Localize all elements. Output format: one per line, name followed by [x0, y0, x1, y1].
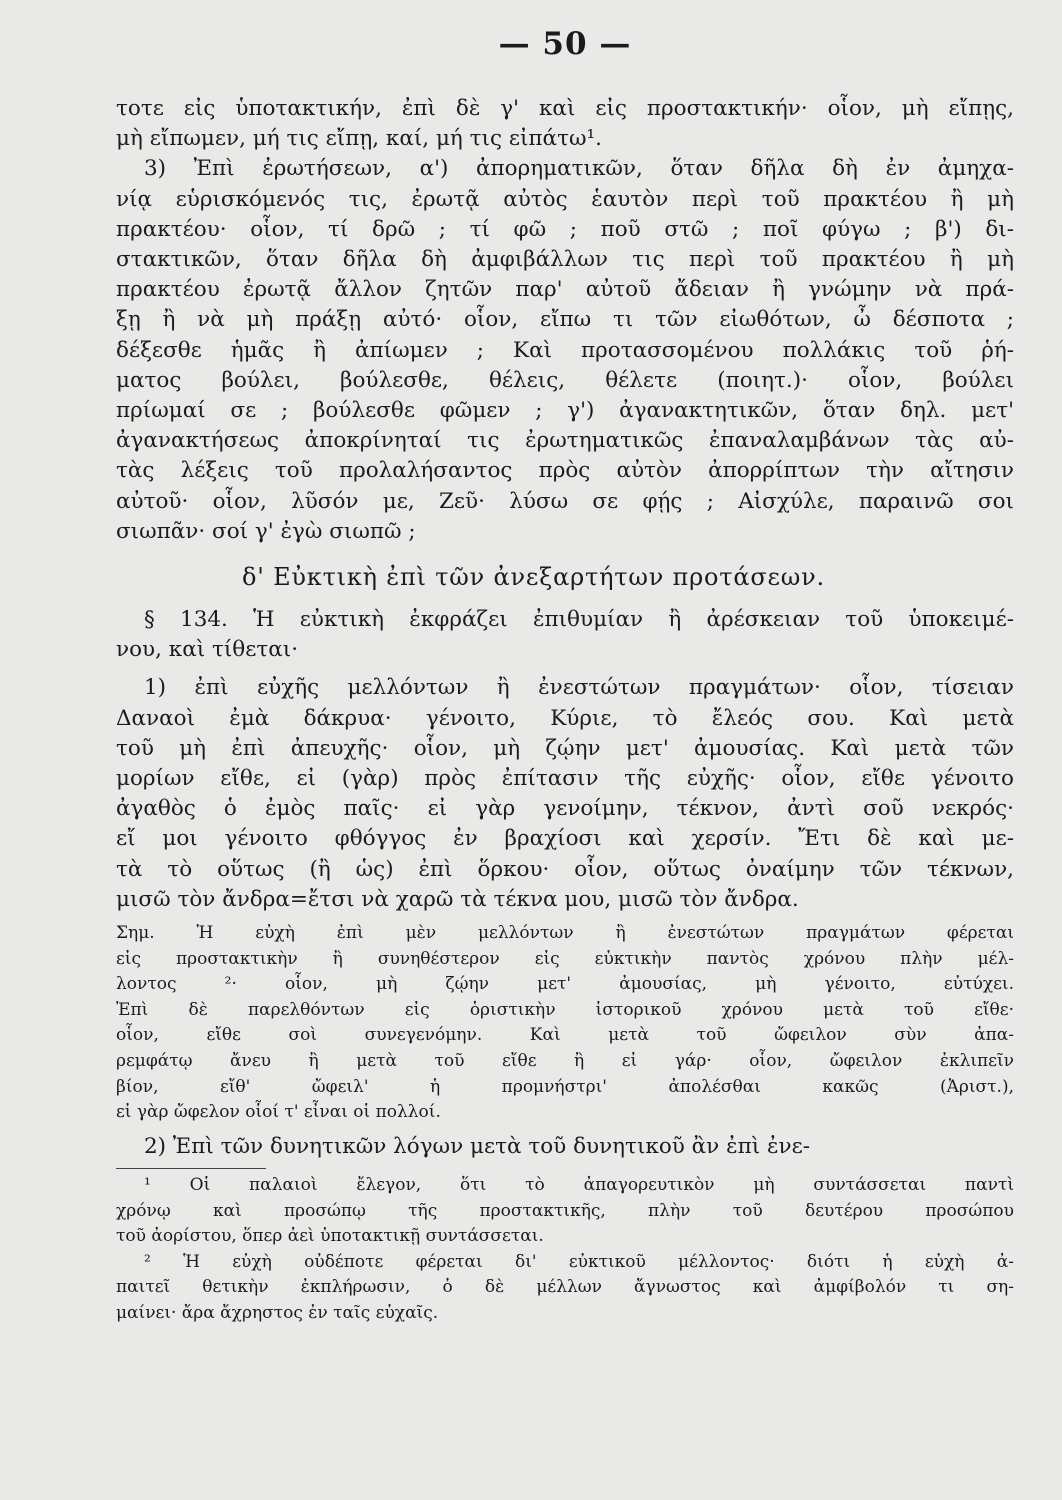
- footnotes: [116, 1173, 1014, 1327]
- paragraph-subjunctive-continued: [116, 94, 1014, 154]
- text-line: αὐτοῦ· οἷον, λῦσόν με, Ζεῦ· λύσω σε φῄς ; Αἰσχύλε, παραινῶ σοι: [116, 488, 1014, 514]
- paragraph-134: [116, 605, 1014, 665]
- text-line: τὰς λέξεις τοῦ προλαλήσαντος πρὸς αὐτὸν ἀπορρίπτων τὴν αἴτησιν: [116, 458, 1014, 484]
- footnote-line: ² Ἡ εὐχὴ οὐδέποτε φέρεται δι' εὐκτικοῦ μέλλοντος· διότι ἡ εὐχὴ ἀ-: [144, 1251, 1014, 1272]
- text-line: τὰ τὸ οὕτως (ἢ ὡς) ἐπὶ ὅρκου· οἷον, οὕτως ὀναίμην τῶν τέκνων,: [116, 856, 1014, 882]
- footnote-line: ¹ Οἱ παλαιοὶ ἔλεγον, ὅτι τὸ ἀπαγορευτικὸν μὴ συντάσσεται παντὶ: [144, 1175, 1014, 1196]
- text-line: 1) ἐπὶ εὐχῆς μελλόντων ἢ ἐνεστώτων πραγμάτων· οἷον, τίσειαν: [144, 675, 1014, 701]
- text-line: 3) Ἐπὶ ἐρωτήσεων, α') ἀπορηματικῶν, ὅταν δῆλα δὴ ἐν ἀμηχα-: [144, 156, 1014, 182]
- text-line: ρεμφάτῳ ἄνευ ἢ μετὰ τοῦ εἴθε ἢ εἰ γάρ· οἷον, ὤφειλον ἐκλιπεῖν: [116, 1051, 1014, 1072]
- text-line: εἰ γὰρ ὤφελον οἷοί τ' εἶναι οἱ πολλοί.: [116, 1102, 441, 1123]
- text-line: πρακτέου· οἷον, τί δρῶ ; τί φῶ ; ποῦ στῶ ; ποῖ φύγω ; β') δι-: [116, 216, 1014, 242]
- text-line: εἴ μοι γένοιτο φθόγγος ἐν βραχίοσι καὶ χερσίν. Ἔτι δὲ καὶ με-: [116, 826, 1014, 852]
- text-line: σιωπᾶν· σοί γ' ἐγὼ σιωπῶ ;: [116, 518, 416, 544]
- text-line: στακτικῶν, ὅταν δῆλα δὴ ἀμφιβάλλων τις περὶ τοῦ πρακτέου ἢ μὴ: [116, 247, 1014, 273]
- footnote-line: τοῦ ἀορίστου, ὅπερ ἀεὶ ὑποτακτικῇ συντάσσεται.: [116, 1226, 544, 1247]
- text-line: Δαναοὶ ἐμὰ δάκρυα· γένοιτο, Κύριε, τὸ ἔλεός σου. Καὶ μετὰ: [116, 705, 1014, 731]
- text-line: μὴ εἴπωμεν, μή τις εἴπῃ, καί, μή τις εἰπάτω¹.: [116, 126, 602, 152]
- text-line: Ἐπὶ δὲ παρελθόντων εἰς ὁριστικὴν ἱστορικοῦ χρόνου μετὰ τοῦ εἴθε·: [116, 999, 1014, 1020]
- text-line: νίᾳ εὑρισκόμενός τις, ἐρωτᾷ αὐτὸς ἑαυτὸν περὶ τοῦ πρακτέου ἢ μὴ: [116, 186, 1014, 212]
- text-line: ἀγανακτήσεως ἀποκρίνηταί τις ἐρωτηματικῶς ἐπαναλαμβάνων τὰς αὐ-: [116, 428, 1014, 454]
- text-line: ἀγαθὸς ὁ ἐμὸς παῖς· εἰ γὰρ γενοίμην, τέκνον, ἀντὶ σοῦ νεκρός·: [116, 796, 1014, 822]
- text-line: λοντος ²· οἷον, μὴ ζῴην μετ' ἀμουσίας, μὴ γένοιτο, εὐτύχει.: [116, 974, 1014, 995]
- text-line: βίον, εἴθ' ὤφειλ' ἡ προμνήστρι' ἀπολέσθαι κακῶς (Ἀριστ.),: [116, 1076, 1014, 1097]
- text-line: ξῃ ἢ νὰ μὴ πράξῃ αὐτό· οἷον, εἴπω τι τῶν εἰωθότων, ὦ δέσποτα ;: [116, 307, 1014, 333]
- text-line: ματος βούλει, βούλεσθε, θέλεις, θέλετε (ποιητ.)· οἷον, βούλει: [116, 367, 1014, 393]
- text-line: § 134. Ἡ εὐκτικὴ ἐκφράζει ἐπιθυμίαν ἢ ἀρέσκειαν τοῦ ὑποκειμέ-: [144, 607, 1014, 633]
- footnote-line: παιτεῖ θετικὴν ἐκπλήρωσιν, ὁ δὲ μέλλων ἄγνωστος καὶ ἀμφίβολόν τι ση-: [116, 1277, 1014, 1298]
- paragraph-wishes: [116, 673, 1014, 915]
- section-heading: δ' Εὐκτικὴ ἐπὶ τῶν ἀνεξαρτήτων προτάσεων.: [242, 563, 825, 592]
- text-line: εἰς προστακτικὴν ἢ συνηθέστερον εἰς εὐκτικὴν παντὸς χρόνου πλὴν μέλ-: [116, 948, 1014, 969]
- footnote-line: μαίνει· ἄρα ἄχρηστος ἐν ταῖς εὐχαῖς.: [116, 1303, 439, 1323]
- paragraph-potential: [116, 1132, 1014, 1162]
- text-line: πρακτέου ἐρωτᾷ ἄλλον ζητῶν παρ' αὐτοῦ ἄδειαν ἢ γνώμην νὰ πρά-: [116, 277, 1014, 303]
- text-line: πρίωμαί σε ; βούλεσθε φῶμεν ; γ') ἀγανακτητικῶν, ὅταν δηλ. μετ': [116, 398, 1014, 424]
- note-paragraph: [116, 921, 1014, 1126]
- text-line: Σημ. Ἡ εὐχὴ ἐπὶ μὲν μελλόντων ἢ ἐνεστώτων πραγμάτων φέρεται: [116, 923, 1014, 944]
- text-line: δέξεσθε ἡμᾶς ἢ ἀπίωμεν ; Καὶ προτασσομένου πολλάκις τοῦ ῥή-: [116, 337, 1014, 363]
- text-line: μορίων εἴθε, εἰ (γὰρ) πρὸς ἐπίτασιν τῆς εὐχῆς· οἷον, εἴθε γένοιτο: [116, 766, 1014, 792]
- text-line: τοτε εἰς ὑποτακτικήν, ἐπὶ δὲ γ' καὶ εἰς προστακτικήν· οἷον, μὴ εἴπῃς,: [116, 96, 1014, 121]
- text-line: οἷον, εἴθε σοὶ συνεγενόμην. Καὶ μετὰ τοῦ ὤφειλον σὺν ἀπα-: [116, 1025, 1014, 1046]
- footnote-line: χρόνῳ καὶ προσώπῳ τῆς προστακτικῆς, πλὴν τοῦ δευτέρου προσώπου: [116, 1200, 1014, 1221]
- paragraph-questions: [116, 154, 1014, 547]
- text-line: νου, καὶ τίθεται·: [116, 637, 299, 663]
- page-number: — 50 —: [498, 26, 632, 62]
- text-line: μισῶ τὸν ἄνδρα=ἔτσι νὰ χαρῶ τὰ τέκνα μου, μισῶ τὸν ἄνδρα.: [116, 886, 799, 912]
- text-line: 2) Ἐπὶ τῶν δυνητικῶν λόγων μετὰ τοῦ δυνητικοῦ ἂν ἐπὶ ἐνε-: [144, 1133, 811, 1159]
- text-line: τοῦ μὴ ἐπὶ ἀπευχῆς· οἷον, μὴ ζῴην μετ' ἀμουσίας. Καὶ μετὰ τῶν: [116, 735, 1014, 761]
- footnote-divider: [116, 1168, 266, 1169]
